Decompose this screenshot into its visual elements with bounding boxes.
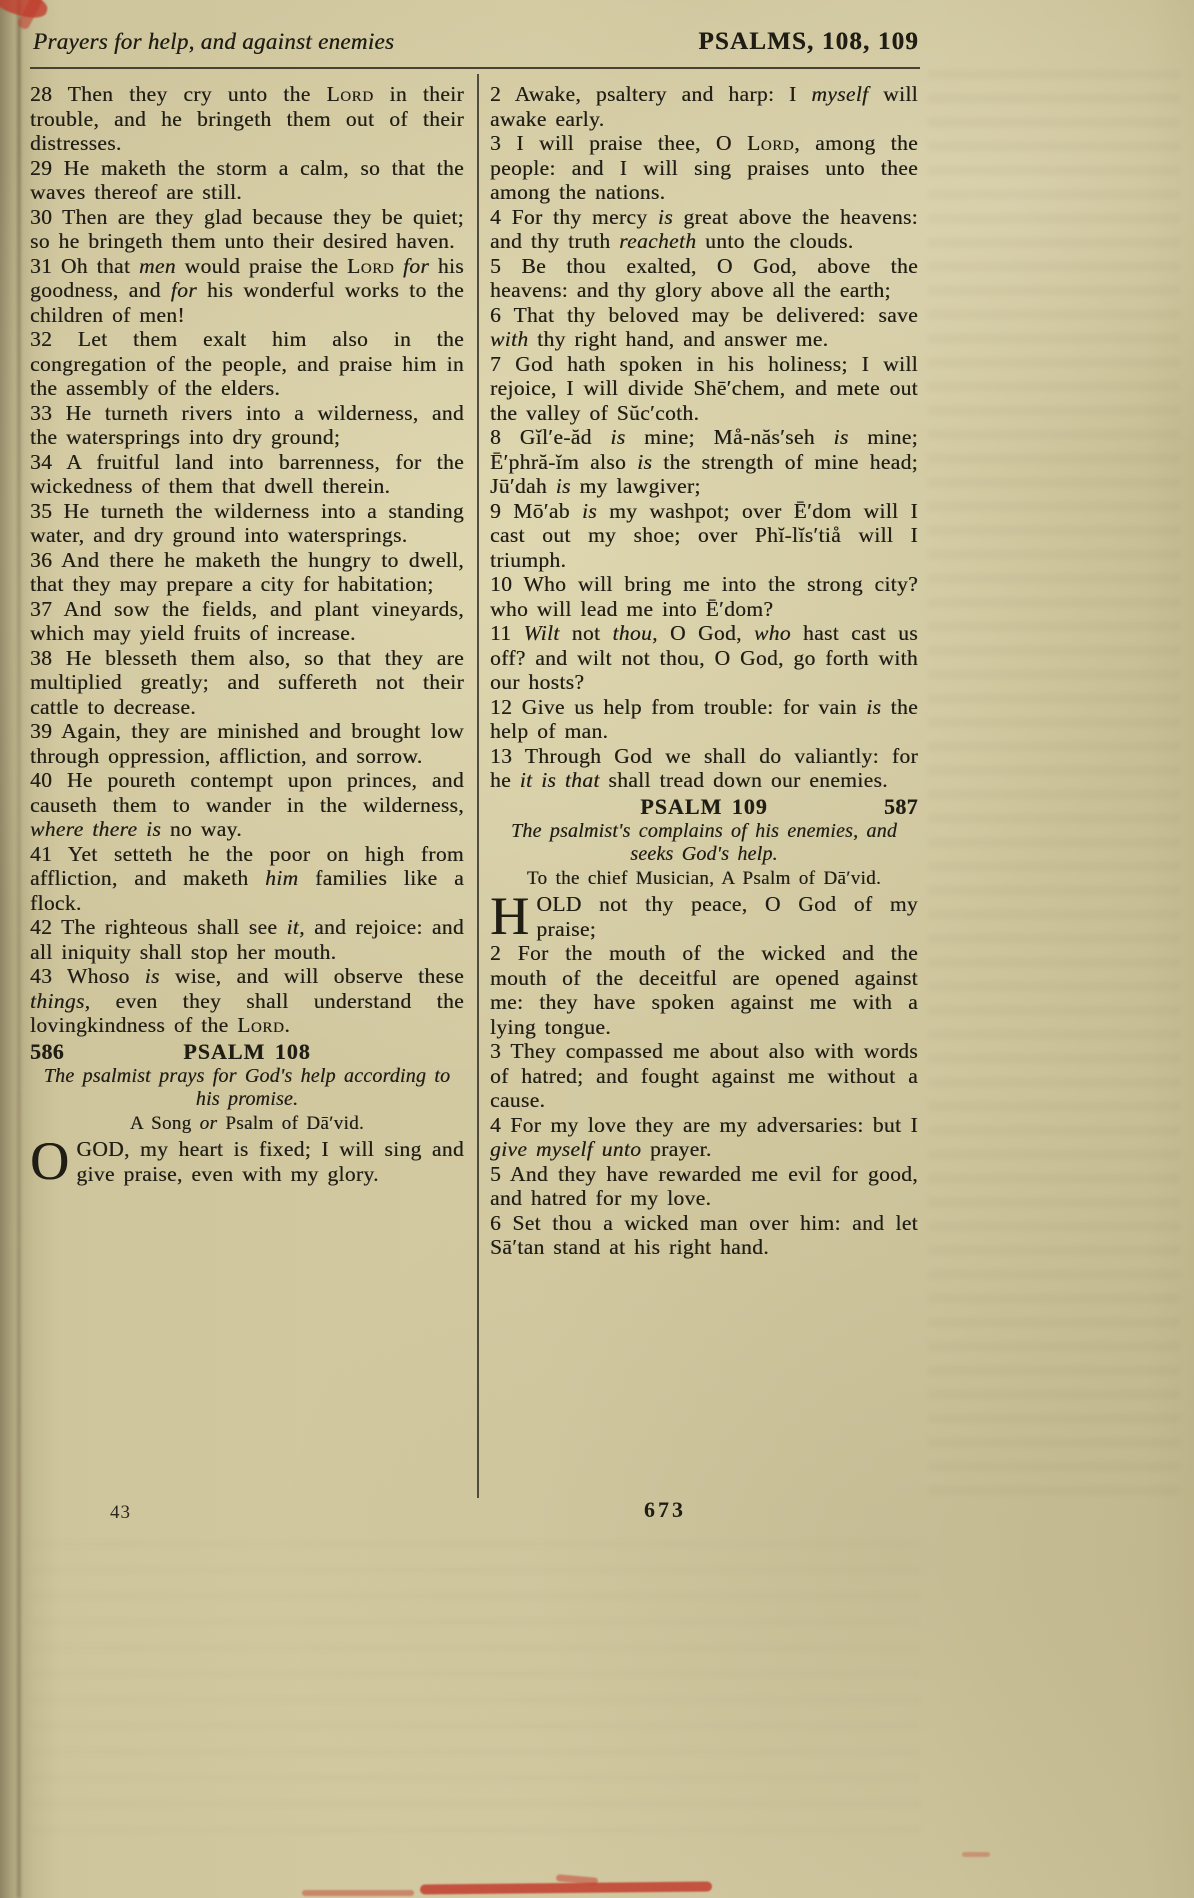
running-head-right: PSALMS, 108, 109 [698,28,919,55]
italic-word: Wilt [523,621,560,645]
italic-word: is [144,964,160,988]
verse-paragraph: 6 Set thou a wicked man over him: and let Sā′tan stand at his right hand. [490,1210,918,1259]
verse-paragraph: 36 And there he maketh the hungry to dwell, that they may prepare a city for habitation; [30,547,464,596]
italic-word: is [637,449,653,474]
psalm-heading [30,1040,464,1065]
italic-word: myself [811,82,869,106]
italic-word: for [402,253,430,278]
verse-paragraph: 35 He turneth the wilderness into a standing water, and dry ground into watersprings. [30,498,464,547]
dropcap-verse: HOLD not thy peace, O God of my praise; [490,886,918,946]
psalm-heading [490,795,918,820]
header-rule [30,67,920,69]
italic-word: is [581,498,597,523]
verse-paragraph: 10 Who will bring me into the strong city? who will lead me into Ē′dom? [490,572,918,621]
italic-word: it, [286,915,305,939]
italic-word: it is that [519,768,600,792]
small-caps-word: Lord [347,253,395,278]
italic-word: is [555,474,571,498]
small-caps-word: Lord [237,1013,285,1037]
verse-paragraph: 4 For thy mercy is great above the heavens: and thy truth reacheth unto the clouds. [490,204,918,253]
italic-word: for [170,278,197,302]
page-number: 673 [644,1497,686,1522]
small-caps-word: Lord [747,131,795,155]
running-header [33,28,919,56]
italic-word: who [753,621,791,645]
verse-paragraph: 30 Then are they glad because they be quiet; so he bringeth them unto their desired haven. [30,204,464,253]
psalm-summary: The psalmist prays for God's help according to his promise. [43,1065,451,1110]
verse-paragraph: 2 For the mouth of the wicked and the mouth of the deceitful are opened against me: they have spoken against me with a lying tongue. [490,941,918,1039]
verse-paragraph: 8 Gĭl′e-ăd is mine; Må-năs′seh is mine; Ē′phră-ĭm also is the strength of mine head; Jū′dah is my lawgiver; [490,425,918,498]
verse-paragraph: 41 Yet setteth he the poor on high from affliction, and maketh him families like a flock. [30,841,464,915]
verse-paragraph: 3 I will praise thee, O Lord, among the people: and I will sing praises unto thee among the nations. [490,131,918,204]
red-pen-mark-bottom [420,1881,712,1894]
verse-paragraph: 38 He blesseth them also, so that they are multiplied greatly; and suffereth not their cattle to decrease. [30,645,464,719]
verse-paragraph: 34 A fruitful land into barrenness, for the wickedness of them that dwell therein. [30,449,464,498]
italic-word: is [866,694,882,719]
italic-word: thou, [612,621,658,645]
italic-word: is [610,425,626,449]
italic-word: or [199,1113,218,1134]
italic-word: things, [30,988,91,1013]
verse-paragraph: 9 Mō′ab is my washpot; over Ē′dom will I cast out my shoe; over Phĭ-lĭs′tiå will I triumph. [490,498,918,572]
verse-paragraph: 37 And sow the fields, and plant vineyards, which may yield fruits of increase. [30,596,464,645]
verse-paragraph: 7 God hath spoken in his holiness; I will rejoice, I will divide Shē′chem, and mete out the valley of Sŭc′coth. [490,351,918,425]
verse-paragraph: 39 Again, they are minished and brought low through oppression, affliction, and sorrow. [30,719,464,768]
italic-word: where there is [30,817,162,841]
verse-paragraph: 11 Wilt not thou, O God, who hast cast us off? and wilt not thou, O God, go forth with our hosts? [490,621,918,694]
bleed-through-texture-right-margin [928,70,1180,1500]
verse-paragraph: 6 That thy beloved may be delivered: save with thy right hand, and answer me. [490,302,918,351]
dropcap-verse: OGOD, my heart is fixed; I will sing and give praise, even with my glory. [30,1131,464,1191]
verse-paragraph: 28 Then they cry unto the Lord in their trouble, and he bringeth them out of their distresses. [30,82,464,155]
drop-cap-letter: H [490,886,530,946]
psalm-title: PSALM 108 [183,1038,311,1064]
italic-word: is [833,425,849,449]
drop-cap-letter: O [30,1131,70,1191]
verse-paragraph: 31 Oh that men would praise the Lord for his goodness, and for his wonderful works to the children of men! [30,253,464,327]
italic-word: reacheth [619,229,697,253]
column-divider-rule [477,74,479,1498]
psalm-inscription: To the chief Musician, A Psalm of Dā′vid. [526,868,882,889]
verse-paragraph: 43 Whoso is wise, and will observe these things, even they shall understand the lovingkindness of the Lord. [30,964,465,1037]
signature-mark: 43 [110,1502,131,1523]
italic-word: is [657,204,673,229]
verse-paragraph: 2 Awake, psaltery and harp: I myself will awake early. [490,82,918,131]
page-gutter-crease [17,0,21,1898]
red-pen-mark-bottom-left [302,1890,414,1896]
verse-paragraph: 5 Be thou exalted, O God, above the heavens: and thy glory above all the earth; [490,253,918,302]
italic-word: him [265,866,299,890]
italic-word: give myself unto [490,1137,642,1161]
psalm-title: PSALM 109 [640,793,768,819]
bleed-through-texture-bottom [30,1540,920,1840]
italic-word: men [139,253,176,278]
small-caps-word: Lord [326,82,374,106]
verse-paragraph: 42 The righteous shall see it, and rejoice: and all iniquity shall stop her mouth. [30,915,465,964]
right-column [490,82,918,1260]
verse-paragraph: 5 And they have rewarded me evil for good, and hatred for my love. [490,1161,918,1210]
verse-paragraph: 33 He turneth rivers into a wilderness, and the watersprings into dry ground; [30,400,464,449]
verse-paragraph: 32 Let them exalt him also in the congregation of the people, and praise him in the assembly of the elders. [30,327,464,400]
italic-word: with [490,327,529,351]
verse-paragraph: 4 For my love they are my adversaries: but I give myself unto prayer. [490,1112,918,1161]
left-column [30,82,465,1191]
psalm-section-number-left: 586 [30,1038,65,1064]
verse-paragraph: 29 He maketh the storm a calm, so that the waves thereof are still. [30,155,464,204]
red-pen-mark-bottom-right [962,1852,990,1857]
psalm-summary: The psalmist's complains of his enemies, and seeks God's help. [510,820,898,865]
psalm-inscription: A Song or Psalm of Dā′vid. [129,1113,365,1134]
text-columns [30,82,918,1260]
verse-paragraph: 12 Give us help from trouble: for vain is the help of man. [490,694,918,743]
verse-paragraph: 3 They compassed me about also with words of hatred; and fought against me without a cause. [490,1039,918,1112]
psalm-section-number-right: 587 [883,793,918,819]
verse-paragraph: 40 He poureth contempt upon princes, and causeth them to wander in the wilderness, where there is no way. [30,768,464,841]
verse-paragraph: 13 Through God we shall do valiantly: for he it is that shall tread down our enemies. [490,743,918,792]
running-head-left: Prayers for help, and against enemies [33,29,395,54]
